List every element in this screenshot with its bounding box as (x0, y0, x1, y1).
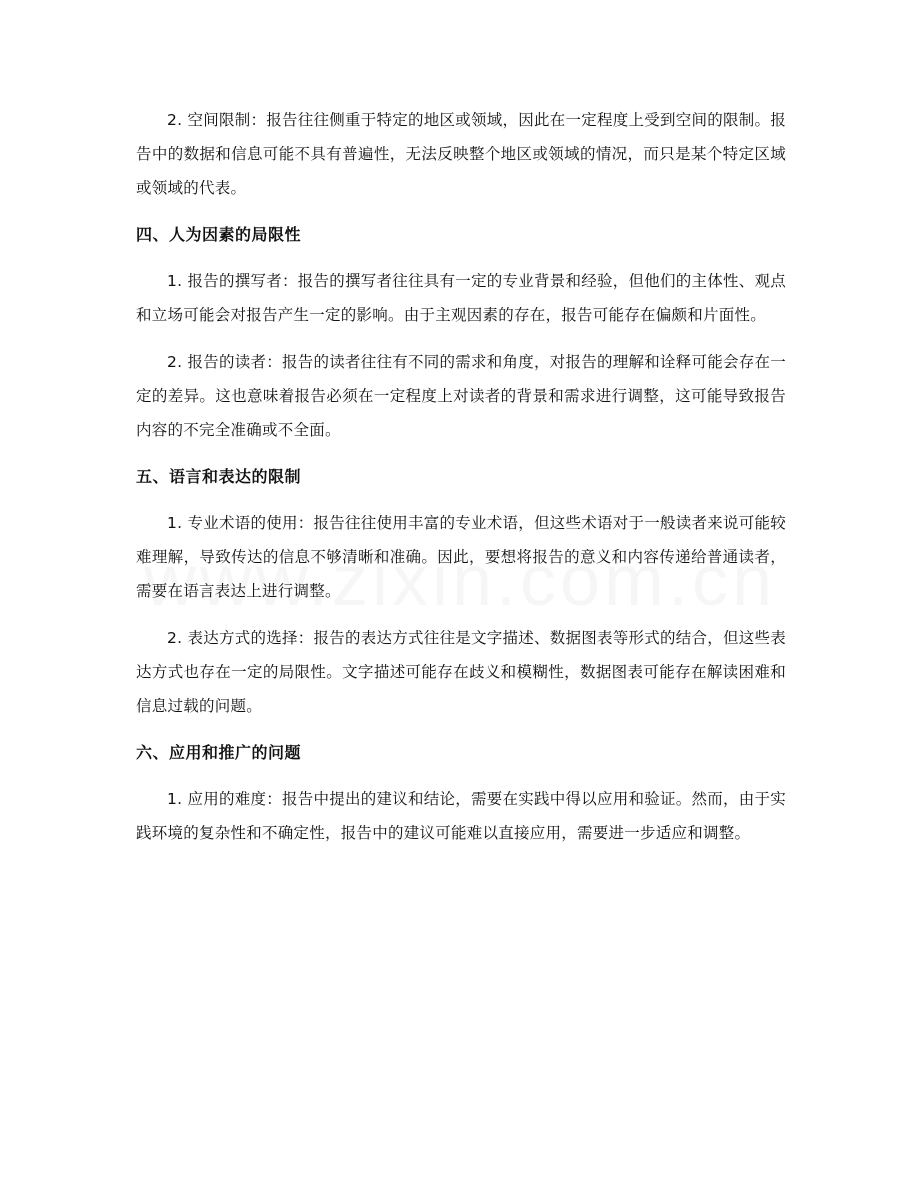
paragraph-expression-mode: 2. 表达方式的选择：报告的表达方式往往是文字描述、数据图表等形式的结合，但这些表达方式也存在一定的局限性。文字描述可能存在歧义和模糊性，数据图表可能存在解读困难和信息过载的问题。 (136, 629, 786, 715)
paragraph-application-difficulty: 1. 应用的难度：报告中提出的建议和结论，需要在实践中得以应用和验证。然而，由于实践环境的复杂性和不确定性，报告中的建议可能难以直接应用，需要进一步适应和调整。 (136, 790, 786, 842)
paragraph-terminology: 1. 专业术语的使用：报告往往使用丰富的专业术语，但这些术语对于一般读者来说可能较难理解，导致传达的信息不够清晰和准确。因此，要想将报告的意义和内容传递给普通读者，需要在语言表达上进行调整。 (136, 514, 786, 600)
paragraph-report-writer: 1. 报告的撰写者：报告的撰写者往往具有一定的专业背景和经验，但他们的主体性、观点和立场可能会对报告产生一定的影响。由于主观因素的存在，报告可能存在偏颇和片面性。 (136, 272, 786, 324)
section-heading-human-factors: 四、人为因素的局限性 (136, 225, 302, 244)
section-heading-application-promotion: 六、应用和推广的问题 (136, 743, 302, 762)
document-body (136, 103, 786, 850)
paragraph-spatial-limitation: 2. 空间限制：报告往往侧重于特定的地区或领域，因此在一定程度上受到空间的限制。报告中的数据和信息可能不具有普遍性，无法反映整个地区或领域的情况，而只是某个特定区域或领域的代表。 (136, 111, 786, 197)
section-heading-language-expression: 五、语言和表达的限制 (136, 467, 302, 486)
paragraph-report-reader: 2. 报告的读者：报告的读者往往有不同的需求和角度，对报告的理解和诠释可能会存在一定的差异。这也意味着报告必须在一定程度上对读者的背景和需求进行调整，这可能导致报告内容的不完全准确或不全面。 (136, 353, 786, 439)
